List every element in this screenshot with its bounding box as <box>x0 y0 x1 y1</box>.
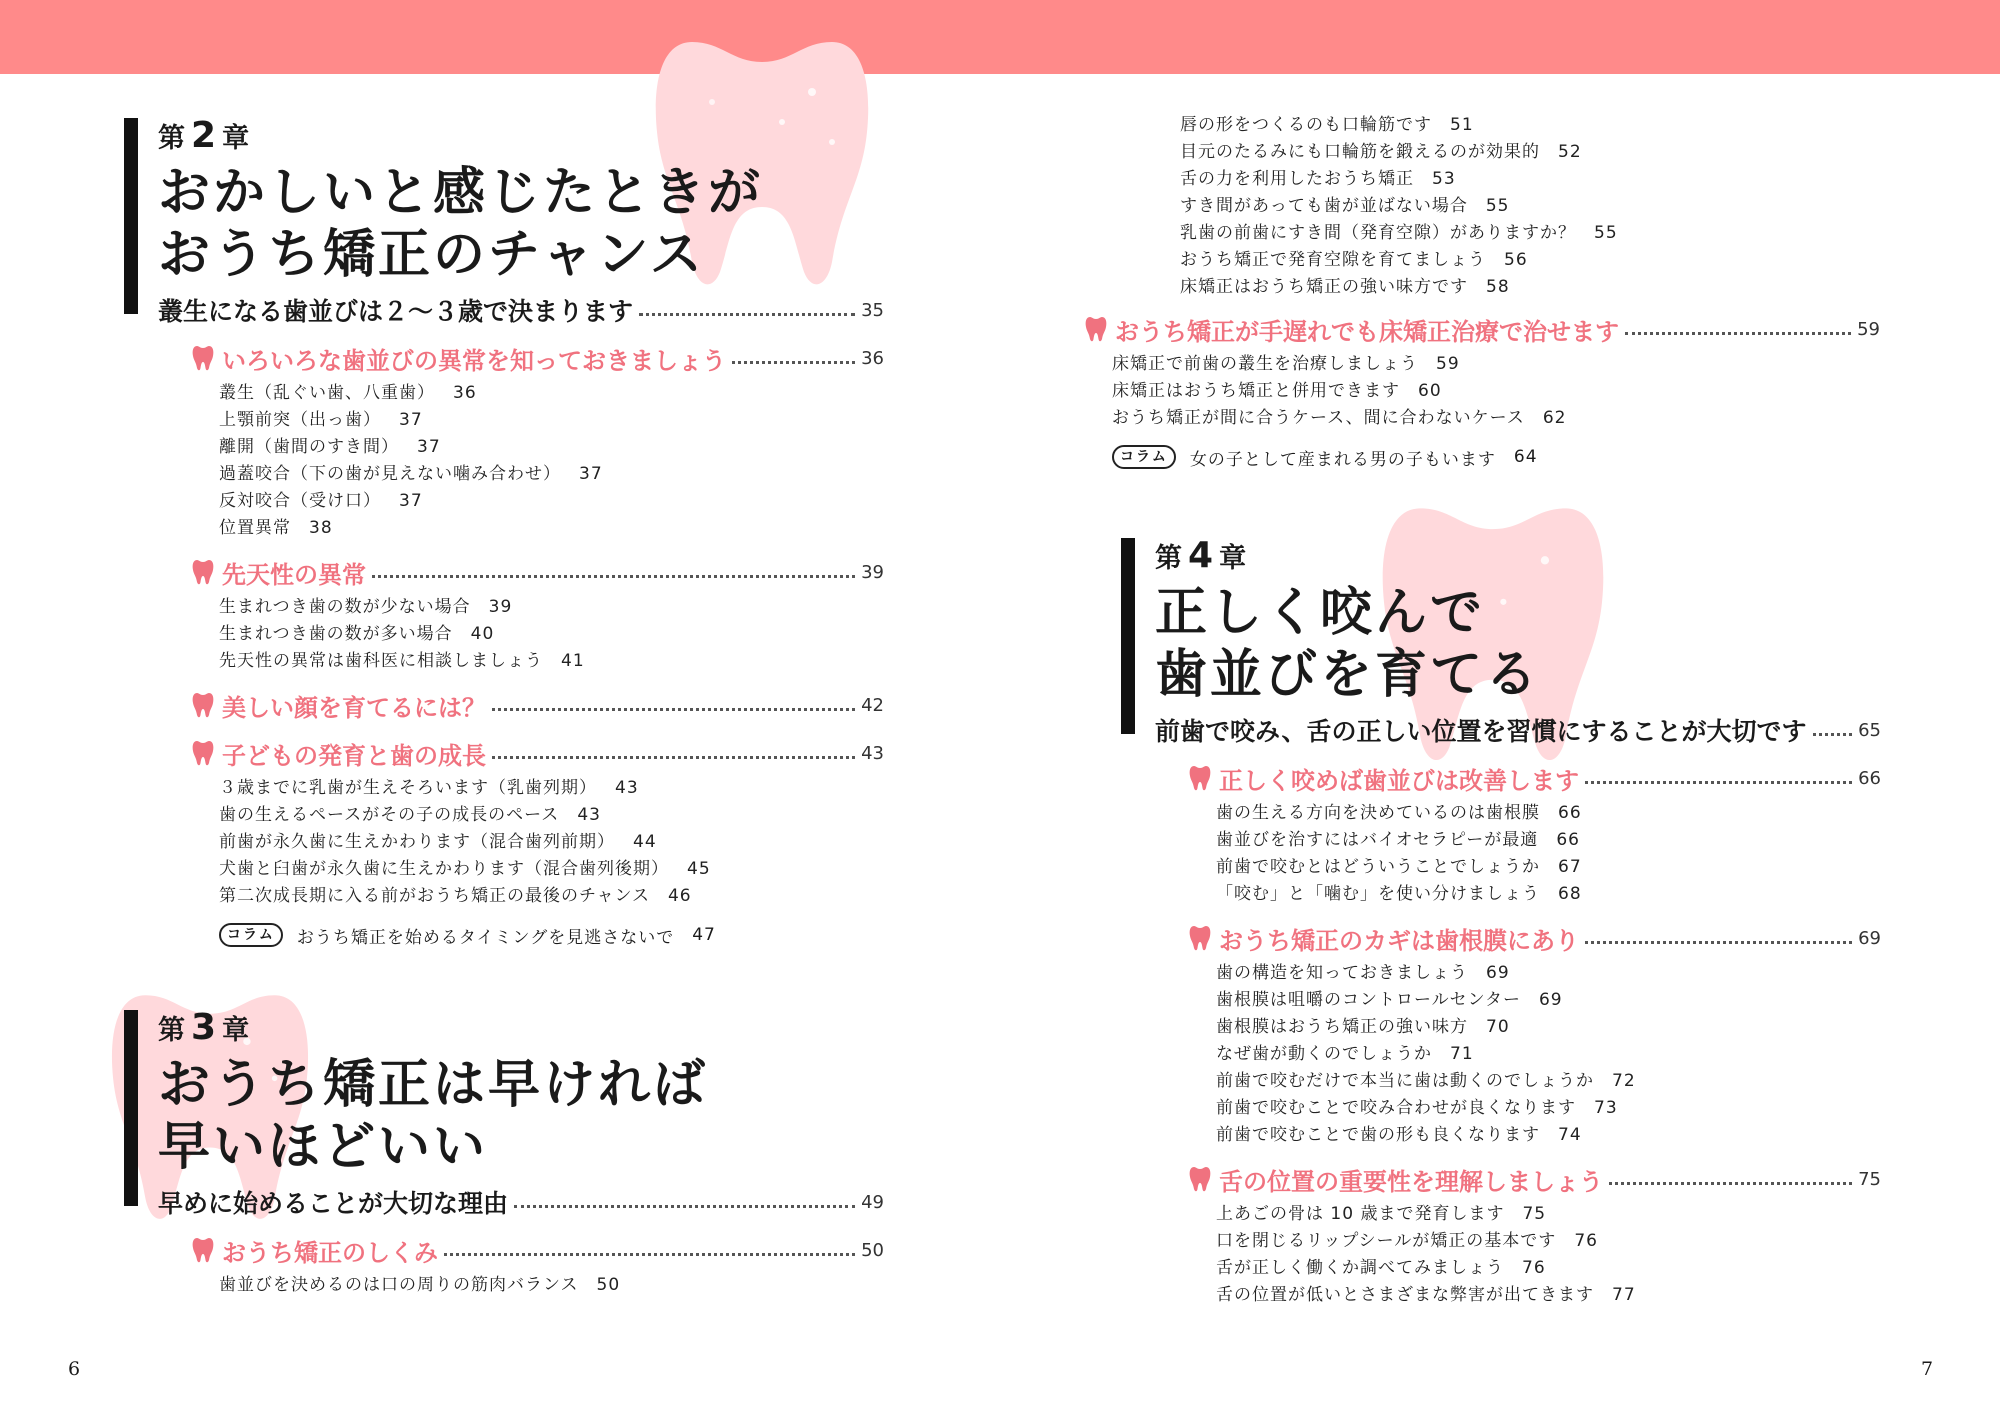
toc-section <box>124 340 884 542</box>
toc-item[interactable]: 「咬む」と「噛む」を使い分けましょう 68 <box>1216 884 1582 904</box>
section-heading[interactable]: 舌の位置の重要性を理解しましょう 75 <box>1189 1161 1881 1197</box>
toc-item[interactable]: 叢生（乱ぐい歯、八重歯） 36 <box>219 383 477 403</box>
toc-section <box>124 687 884 723</box>
section-heading[interactable]: 子どもの発育と歯の成長 43 <box>192 735 884 771</box>
toc-section <box>124 554 884 675</box>
chapter-bar <box>124 118 138 314</box>
chapter-label: 第 4 章 <box>1155 535 1247 576</box>
toc-item[interactable]: 歯の生えるペースがその子の成長のペース 43 <box>219 805 601 825</box>
toc-item[interactable]: 前歯で咬むとはどういうことでしょうか 67 <box>1216 857 1582 877</box>
toc-item[interactable]: 舌の力を利用したおうち矯正 53 <box>1180 169 1456 189</box>
toc-item[interactable]: 先天性の異常は歯科医に相談しましょう 41 <box>219 651 585 671</box>
toc-item[interactable]: 生まれつき歯の数が多い場合 40 <box>219 624 495 644</box>
item-list <box>219 775 884 910</box>
toc-section <box>124 1232 884 1299</box>
tooth-icon <box>1189 765 1211 791</box>
toc-item[interactable]: 歯並びを治すにはバイオセラピーが最適 66 <box>1216 830 1580 850</box>
toc-item[interactable]: すき間があっても歯が並ばない場合 55 <box>1180 196 1510 216</box>
toc-section <box>1121 1161 1881 1309</box>
column-entry[interactable]: コラム おうち矯正を始めるタイミングを見逃さないで 47 <box>219 920 884 950</box>
leader-dots <box>1813 733 1853 736</box>
chapter-3-header <box>124 1007 884 1220</box>
toc-section <box>1121 760 1881 908</box>
chapter-3-sections <box>124 1232 884 1299</box>
toc-item[interactable]: 床矯正で前歯の叢生を治療しましょう 59 <box>1112 354 1460 374</box>
leader-dots <box>492 756 855 759</box>
section-heading[interactable]: おうち矯正のカギは歯根膜にあり 69 <box>1189 920 1881 956</box>
leader-dots <box>639 313 855 316</box>
toc-item[interactable]: 位置異常 38 <box>219 518 333 538</box>
column-badge: コラム <box>219 923 283 947</box>
tooth-icon <box>1085 316 1107 342</box>
section-heading[interactable]: 美しい顔を育てるには？ 42 <box>192 687 884 723</box>
toc-item[interactable]: ３歳までに乳歯が生えそろいます（乳歯列期） 43 <box>219 778 639 798</box>
toc-item[interactable]: おうち矯正で発育空隙を育てましょう 56 <box>1180 250 1528 270</box>
toc-item[interactable]: おうち矯正が間に合うケース、間に合わないケース 62 <box>1112 408 1567 428</box>
toc-item[interactable]: 前歯で咬むことで咬み合わせが良くなります 73 <box>1216 1098 1618 1118</box>
toc-item[interactable]: 前歯で咬むだけで本当に歯は動くのでしょうか 72 <box>1216 1071 1636 1091</box>
chapter-3-sections-2 <box>1017 311 1880 432</box>
item-list <box>1216 800 1881 908</box>
tooth-icon <box>192 692 214 718</box>
toc-item[interactable]: 目元のたるみにも口輪筋を鍛えるのが効果的 52 <box>1180 142 1582 162</box>
item-list <box>219 1272 884 1299</box>
tooth-icon <box>192 1237 214 1263</box>
toc-item[interactable]: 前歯が永久歯に生えかわります（混合歯列前期） 44 <box>219 832 657 852</box>
tooth-icon <box>192 740 214 766</box>
toc-item[interactable]: 唇の形をつくるのも口輪筋です 51 <box>1180 115 1474 135</box>
right-page-chapter-4 <box>1121 535 1881 1309</box>
toc-item[interactable]: なぜ歯が動くのでしょうか 71 <box>1216 1044 1474 1064</box>
section-heading[interactable]: いろいろな歯並びの異常を知っておきましょう 36 <box>192 340 884 376</box>
toc-item[interactable]: 口を閉じるリップシールが矯正の基本です 76 <box>1216 1231 1598 1251</box>
chapter-title: 正しく咬んで 歯並びを育てる <box>1155 583 1541 705</box>
toc-item[interactable]: 過蓋咬合（下の歯が見えない噛み合わせ） 37 <box>219 464 603 484</box>
toc-item[interactable]: 歯根膜は咀嚼のコントロールセンター 69 <box>1216 990 1563 1010</box>
tooth-icon <box>192 345 214 371</box>
toc-item[interactable]: 離開（歯間のすき間） 37 <box>219 437 441 457</box>
toc-item[interactable]: 乳歯の前歯にすき間（発育空隙）がありますか？ 55 <box>1180 223 1618 243</box>
toc-item[interactable]: 犬歯と臼歯が永久歯に生えかわります（混合歯列後期） 45 <box>219 859 711 879</box>
chapter-2-sections <box>124 340 884 910</box>
toc-item[interactable]: 歯の生える方向を決めているのは歯根膜 66 <box>1216 803 1582 823</box>
leader-dots <box>1625 332 1851 335</box>
tooth-icon <box>1189 925 1211 951</box>
tooth-icon <box>1189 1166 1211 1192</box>
item-list <box>1216 1201 1881 1309</box>
chapter-lead-entry[interactable]: 叢生になる歯並びは２～３歳で決まります 35 <box>158 297 884 326</box>
leader-dots <box>732 361 855 364</box>
column-badge: コラム <box>1112 445 1176 469</box>
leader-dots <box>1585 781 1852 784</box>
toc-item[interactable]: 上顎前突（出っ歯） 37 <box>219 410 423 430</box>
toc-item[interactable]: 舌が正しく働くか調べてみましょう 76 <box>1216 1258 1546 1278</box>
toc-item[interactable]: 上あごの骨は 10 歳まで発育します 75 <box>1216 1204 1547 1224</box>
chapter-lead-entry[interactable]: 早めに始めることが大切な理由 49 <box>158 1189 884 1218</box>
right-page-continued <box>1112 112 1880 472</box>
top-banner <box>0 0 2000 74</box>
toc-item[interactable]: 反対咬合（受け口） 37 <box>219 491 423 511</box>
chapter-4-header <box>1121 535 1881 748</box>
toc-item[interactable]: 前歯で咬むことで歯の形も良くなります 74 <box>1216 1125 1582 1145</box>
leader-dots <box>372 575 855 578</box>
leader-dots <box>1609 1182 1852 1185</box>
chapter-3-continued-items <box>1180 112 1880 301</box>
toc-item[interactable]: 舌の位置が低いとさまざまな弊害が出てきます 77 <box>1216 1285 1636 1305</box>
toc-item[interactable]: 床矯正はおうち矯正と併用できます 60 <box>1112 381 1442 401</box>
item-list <box>219 380 884 542</box>
item-list <box>219 594 884 675</box>
section-heading[interactable]: おうち矯正のしくみ 50 <box>192 1232 884 1268</box>
toc-item[interactable]: 歯の構造を知っておきましょう 69 <box>1216 963 1510 983</box>
chapter-4-sections <box>1121 760 1881 1309</box>
tooth-icon <box>192 559 214 585</box>
toc-item[interactable]: 生まれつき歯の数が少ない場合 39 <box>219 597 513 617</box>
left-page-column <box>124 115 884 1299</box>
chapter-bar <box>124 1010 138 1206</box>
item-list <box>1112 351 1880 432</box>
item-list <box>1216 960 1881 1149</box>
page-number-left: 6 <box>68 1358 81 1380</box>
toc-section <box>124 735 884 910</box>
section-heading[interactable]: おうち矯正が手遅れでも床矯正治療で治せます 59 <box>1085 311 1880 347</box>
toc-section <box>1017 311 1880 432</box>
toc-item[interactable]: 歯並びを決めるのは口の周りの筋肉バランス 50 <box>219 1275 621 1295</box>
leader-dots <box>492 708 855 711</box>
leader-dots <box>514 1205 855 1208</box>
chapter-title: おかしいと感じたときが おうち矯正のチャンス <box>158 163 764 285</box>
toc-item[interactable]: 歯根膜はおうち矯正の強い味方 70 <box>1216 1017 1510 1037</box>
toc-item[interactable]: 第二次成長期に入る前がおうち矯正の最後のチャンス 46 <box>219 886 692 906</box>
toc-section <box>1121 920 1881 1149</box>
section-heading[interactable]: 先天性の異常 39 <box>192 554 884 590</box>
toc-item[interactable]: 床矯正はおうち矯正の強い味方です 58 <box>1180 277 1510 297</box>
section-heading[interactable]: 正しく咬めば歯並びは改善します 66 <box>1189 760 1881 796</box>
chapter-title: おうち矯正は早ければ 早いほどいい <box>158 1055 709 1177</box>
leader-dots <box>1585 941 1852 944</box>
chapter-bar <box>1121 538 1135 734</box>
chapter-label: 第 2 章 <box>158 115 250 156</box>
chapter-lead-entry[interactable]: 前歯で咬み、舌の正しい位置を習慣にすることが大切です 65 <box>1155 717 1881 746</box>
page-number-right: 7 <box>1921 1358 1934 1380</box>
chapter-label: 第 3 章 <box>158 1007 250 1048</box>
chapter-2-header <box>124 115 884 328</box>
leader-dots <box>444 1253 855 1256</box>
column-entry[interactable]: コラム 女の子として産まれる男の子もいます 64 <box>1112 442 1880 472</box>
